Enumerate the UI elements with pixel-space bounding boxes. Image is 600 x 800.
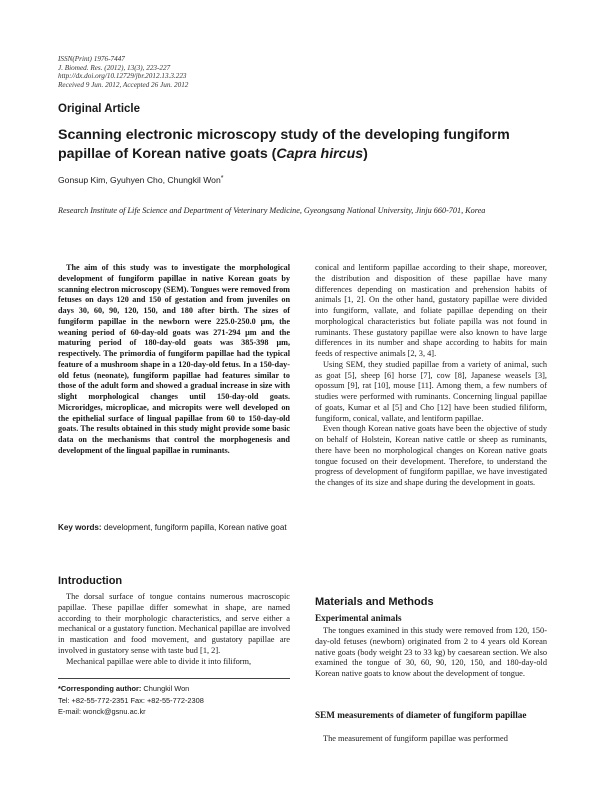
corresponding-name: Chungkil Won (141, 684, 190, 693)
experimental-animals-body (315, 626, 547, 680)
received-dates: Received 9 Jun. 2012, Accepted 26 Jun. 2012 (58, 80, 189, 89)
right-column-intro (315, 263, 547, 489)
intro-paragraph: conical and lentiform papillae according to their shape, moreover, the distribution and disposition of these papillae have many differences depending on mastication and prehension habits of animals [1, 2]. On the other hand, gustatory papillae were divided into fungiform, vallate, and foliate papillae depending on their morphological characteristics but foliate papilla was not found in ruminants. These gustatory papillae were also known to have large differences in its number and shape according to habits for main feeds of respective animals [2, 3, 4]. (315, 263, 547, 358)
introduction-heading: Introduction (58, 575, 123, 587)
article-type: Original Article (58, 103, 141, 115)
introduction-body (58, 592, 290, 667)
intro-paragraph: Mechanical papillae were able to divide it into filiform, (66, 656, 252, 666)
experimental-animals-heading: Experimental animals (315, 613, 402, 623)
doi-link[interactable]: http://dx.doi.org/10.12729/jbr.2012.13.3.223 (58, 72, 187, 81)
journal-citation: J. Biomed. Res. (2012), 13(3), 223-227 (58, 63, 171, 72)
title-species: Capra hircus (276, 145, 364, 162)
abstract (58, 263, 290, 457)
methods-heading: Materials and Methods (315, 596, 434, 608)
intro-paragraph: Even though Korean native goats have been the objective of study on behalf of Holstein, Korean native cattle or sheep as ruminants, there have been no morphological changes on Korean native goats tongue focused on their development. Therefore, to understand the progress of development of fungiform papillae, we have investigated the changes of its size and shape during the development in goats. (315, 424, 547, 487)
footnote-divider (58, 678, 290, 679)
keywords-label: Key words: (58, 523, 102, 532)
title-end: ) (363, 145, 368, 162)
phone-fax: Tel: +82-55-772-2351 Fax: +82-55-772-2308 (58, 695, 204, 705)
title-main: Scanning electronic microscopy study of the developing fungiform papillae of Korean native goats ( (58, 127, 510, 162)
sem-measurements-heading: SEM measurements of diameter of fungiform papillae (315, 710, 527, 720)
abstract-text: The aim of this study was to investigate the morphological development of fungiform papillae in native Korean goats by scanning electron microscopy (SEM). Tongues were removed from fetuses on days 120 and 150 of gestation and from juveniles on days 30, 60, 90, 120, 150, and 180 after birth. The sizes of fungiform papillae in the newborn were 225.0-250.0 μm, the weaning period of 60-day-old goats was 271-294 μm and the maturing period of 180-day-old goats was 385-398 μm, respectively. The primordia of fungiform papillae had the typical feature of a mushroom shape in a 120-day-old fetus. In a 150-day-old fetus (neonate), fungiform papillae had features similar to those of the adult form and showed a gradual increase in size with slight morphological changes until 150-day-old goats. Microridges, microplicae, and micropits were well developed on the epithelial surface of lingual papillae from 60 to 150-day-old goats. The results obtained in this study might provide some basic data on the mechanisms that control the morphogenesis and development of the lingual papillae in ruminants. (58, 263, 290, 455)
journal-meta (58, 55, 188, 89)
keywords (58, 523, 290, 534)
corresponding-mark: * (220, 175, 224, 182)
intro-paragraph: The dorsal surface of tongue contains numerous macroscopic papillae. These papillae differ somewhat in shape, are named according to their morphologic characteristics, and serve either a mechanical or a gustatory function. Mechanical papillae are involved in mastication and food movement, and gustatory papillae are involved in gustatory sense with taste bud [1, 2]. (58, 592, 290, 655)
paper-title (58, 126, 548, 163)
author-names: Gonsup Kim, Gyuhyen Cho, Chungkil Won (58, 175, 221, 185)
sem-measurements-body (315, 734, 547, 745)
methods-paragraph: The tongues examined in this study were removed from 120, 150-day-old fetuses (newborn) originated from 2 to 4 years old Korean native goats (body weight 23 to 33 kg) by caesarean section. We also examined the tongue of 30, 60, 90, 120, 150, and 180-day-old Korean native goats to know about the development of tongue. (315, 626, 547, 678)
email-address[interactable]: E-mail: wonck@gsnu.ac.kr (58, 707, 146, 716)
author-list (58, 175, 223, 185)
affiliation: Research Institute of Life Science and Department of Veterinary Medicine, Gyeongsang National University, Jinju 660-701, Korea (58, 206, 486, 215)
issn-line: ISSN(Print) 1976-7447 (58, 55, 125, 63)
correspondence-footnote (58, 683, 204, 718)
intro-paragraph: Using SEM, they studied papillae from a variety of animal, such as goat [5], sheep [6] horse [7], cow [8], Japanese weasels [3], opossum [9], rat [10], mouse [11]. Among them, a few numbers of studies were performed with ruminants. Concerning lingual papillae of goats, Kumar et al [5] and Cho [12] have been studied filiform, fungiform, conical, vallate, and lentiform papillae. (315, 359, 547, 423)
corresponding-label: *Corresponding author: (58, 684, 142, 693)
methods-paragraph: The measurement of fungiform papillae was performed (323, 734, 508, 743)
keywords-text: development, fungiform papilla, Korean native goat (101, 523, 287, 532)
